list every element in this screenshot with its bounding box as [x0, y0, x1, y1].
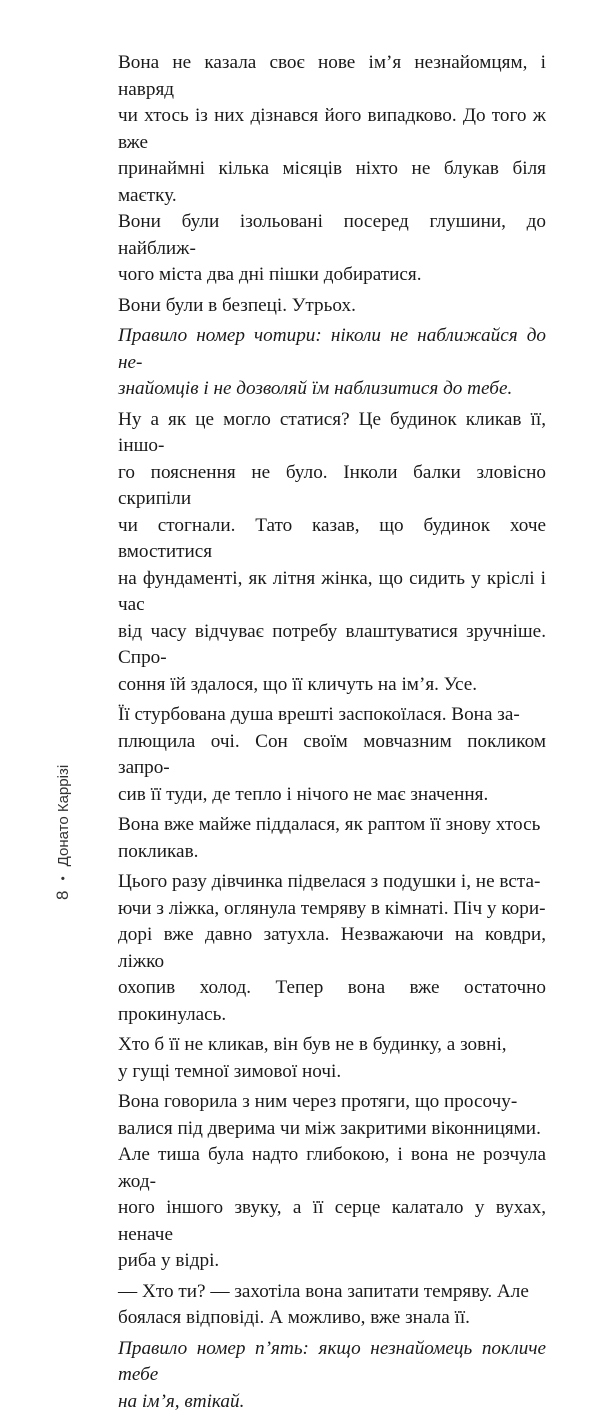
paragraph-7: Цього разу дівчинка підвелася з подушки і, не вста- ючи з ліжка, оглянула темряву в кімнаті. Піч у кори- дорі вже давно затухла. Незважаючи на ковдри, ліжко охопив холод. Тепер вона вже остаточно прокинулась.: [118, 871, 546, 1025]
bullet-separator: •: [56, 876, 70, 881]
rule-five-paragraph: Правило номер п’ять: якщо незнайомець покличе тебе на ім’я, втікай.: [118, 1337, 546, 1412]
paragraph-4: Ну а як це могло статися? Це будинок кликав її, іншо- го пояснення не було. Інколи балки зловісно скрипіли чи стогнали. Тато казав, що будинок хоче вмоститися на фундаменті, як літня жінка, що сидить у кріслі і час від часу відчуває потребу влаштуватися зручніше. Спро- соння їй здалося, що її кличуть на ім’я. Усе.: [118, 408, 546, 695]
author-name: Донато Каррізі: [54, 764, 72, 867]
side-footer: [48, 690, 78, 900]
side-footer-text: [48, 690, 78, 900]
paragraph-6: Вона вже майже піддалася, як раптом її знову хтось покликав.: [118, 814, 541, 862]
paragraph-2: Вони були в безпеці. Утрьох.: [118, 294, 356, 316]
paragraph-8: Хто б її не кликав, він був не в будинку, а зовні, у гущі темної зимової ночі.: [118, 1034, 507, 1082]
paragraph-9: Вона говорила з ним через протяги, що просочу- валися під дверима чи між закритими віконницями. Але тиша була надто глибокою, і вона не розчула жод- ного іншого звуку, а її серце калатало у вухах, неначе риба у відрі.: [118, 1091, 546, 1271]
paragraph-10: — Хто ти? — захотіла вона запитати темряву. Але боялася відповіді. А можливо, вже знала її.: [118, 1280, 529, 1328]
page-number: 8: [53, 890, 72, 900]
rule-four-paragraph: Правило номер чотири: ніколи не наближайся до не- знайомців і не дозволяй їм наблизитися до тебе.: [118, 325, 546, 399]
paragraph-5: Її стурбована душа врешті заспокоїлася. Вона за- плющила очі. Сон своїм мовчазним покликом запро- сив її туди, де тепло і нічого не має значення.: [118, 704, 546, 805]
paragraph-1: Вона не казала своє нове ім’я незнайомцям, і навряд чи хтось із них дізнався його випадково. До того ж вже принаймні кілька місяців ніхто не блукав біля маєтку. Вони були ізольовані посеред глушини, до найближ- чого міста два дні пішки добиратися.: [118, 52, 546, 285]
page-body: [118, 50, 546, 1419]
